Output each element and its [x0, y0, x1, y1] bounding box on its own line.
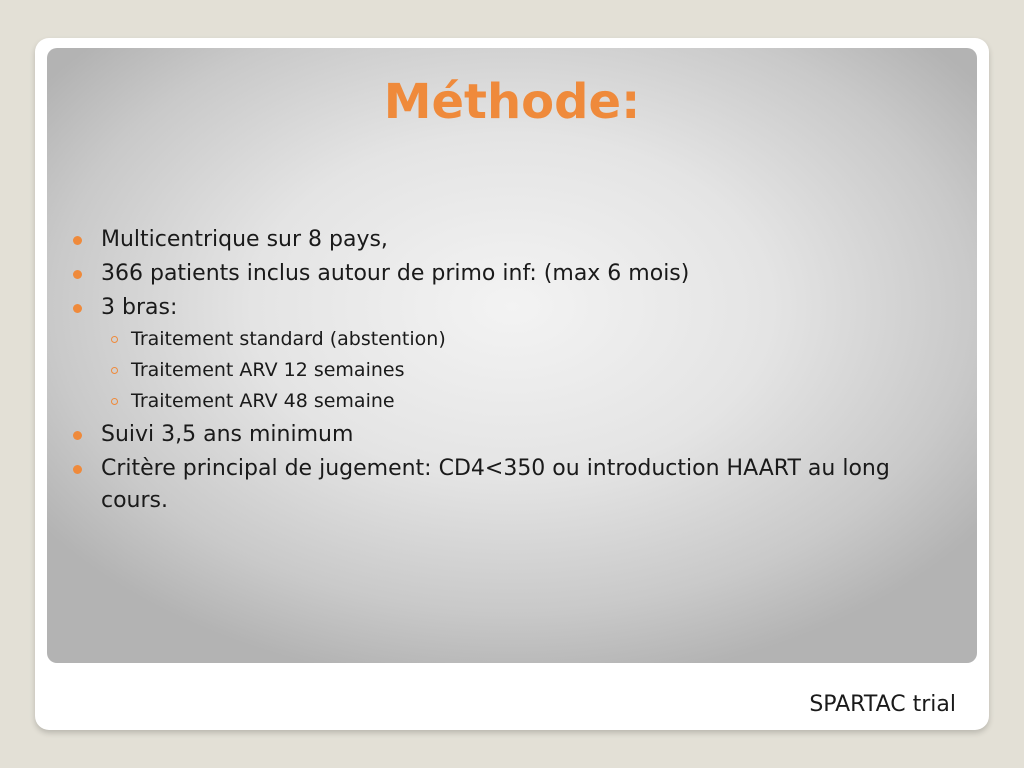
sub-bullet-item: [73, 355, 953, 386]
sub-bullet-item: [73, 324, 953, 355]
sub-bullet-circle-icon: [111, 398, 118, 405]
bullet-item: [73, 258, 953, 290]
sub-bullet-circle-icon: [111, 336, 118, 343]
bullet-item: [73, 224, 953, 256]
sub-bullet-circle-icon: [111, 367, 118, 374]
sub-bullet-text: Traitement ARV 12 semaines: [131, 359, 405, 381]
slide-title: Méthode:: [383, 74, 641, 130]
bullet-dot-icon: [73, 465, 82, 474]
bullet-text: 366 patients inclus autour de primo inf: (max 6 mois): [101, 261, 690, 286]
sub-bullet-text: Traitement standard (abstention): [131, 328, 446, 350]
sub-bullet-list: [101, 324, 953, 417]
bullet-text: Suivi 3,5 ans minimum: [101, 422, 354, 447]
content-panel: [47, 48, 977, 663]
sub-bullet-item: [73, 386, 953, 417]
bullet-text: Critère principal de jugement: CD4<350 ou introduction HAART au long cours.: [101, 456, 890, 513]
bullet-text: 3 bras:: [101, 295, 178, 320]
slide-footer: SPARTAC trial: [809, 692, 956, 717]
bullet-dot-icon: [73, 431, 82, 440]
bullet-list: [73, 224, 953, 519]
bullet-item: [73, 292, 953, 417]
bullet-dot-icon: [73, 270, 82, 279]
slide: [35, 38, 989, 730]
bullet-dot-icon: [73, 304, 82, 313]
bullet-item: [73, 453, 953, 517]
bullet-text: Multicentrique sur 8 pays,: [101, 227, 388, 252]
bullet-dot-icon: [73, 236, 82, 245]
sub-bullet-text: Traitement ARV 48 semaine: [131, 390, 395, 412]
bullet-item: [73, 419, 953, 451]
